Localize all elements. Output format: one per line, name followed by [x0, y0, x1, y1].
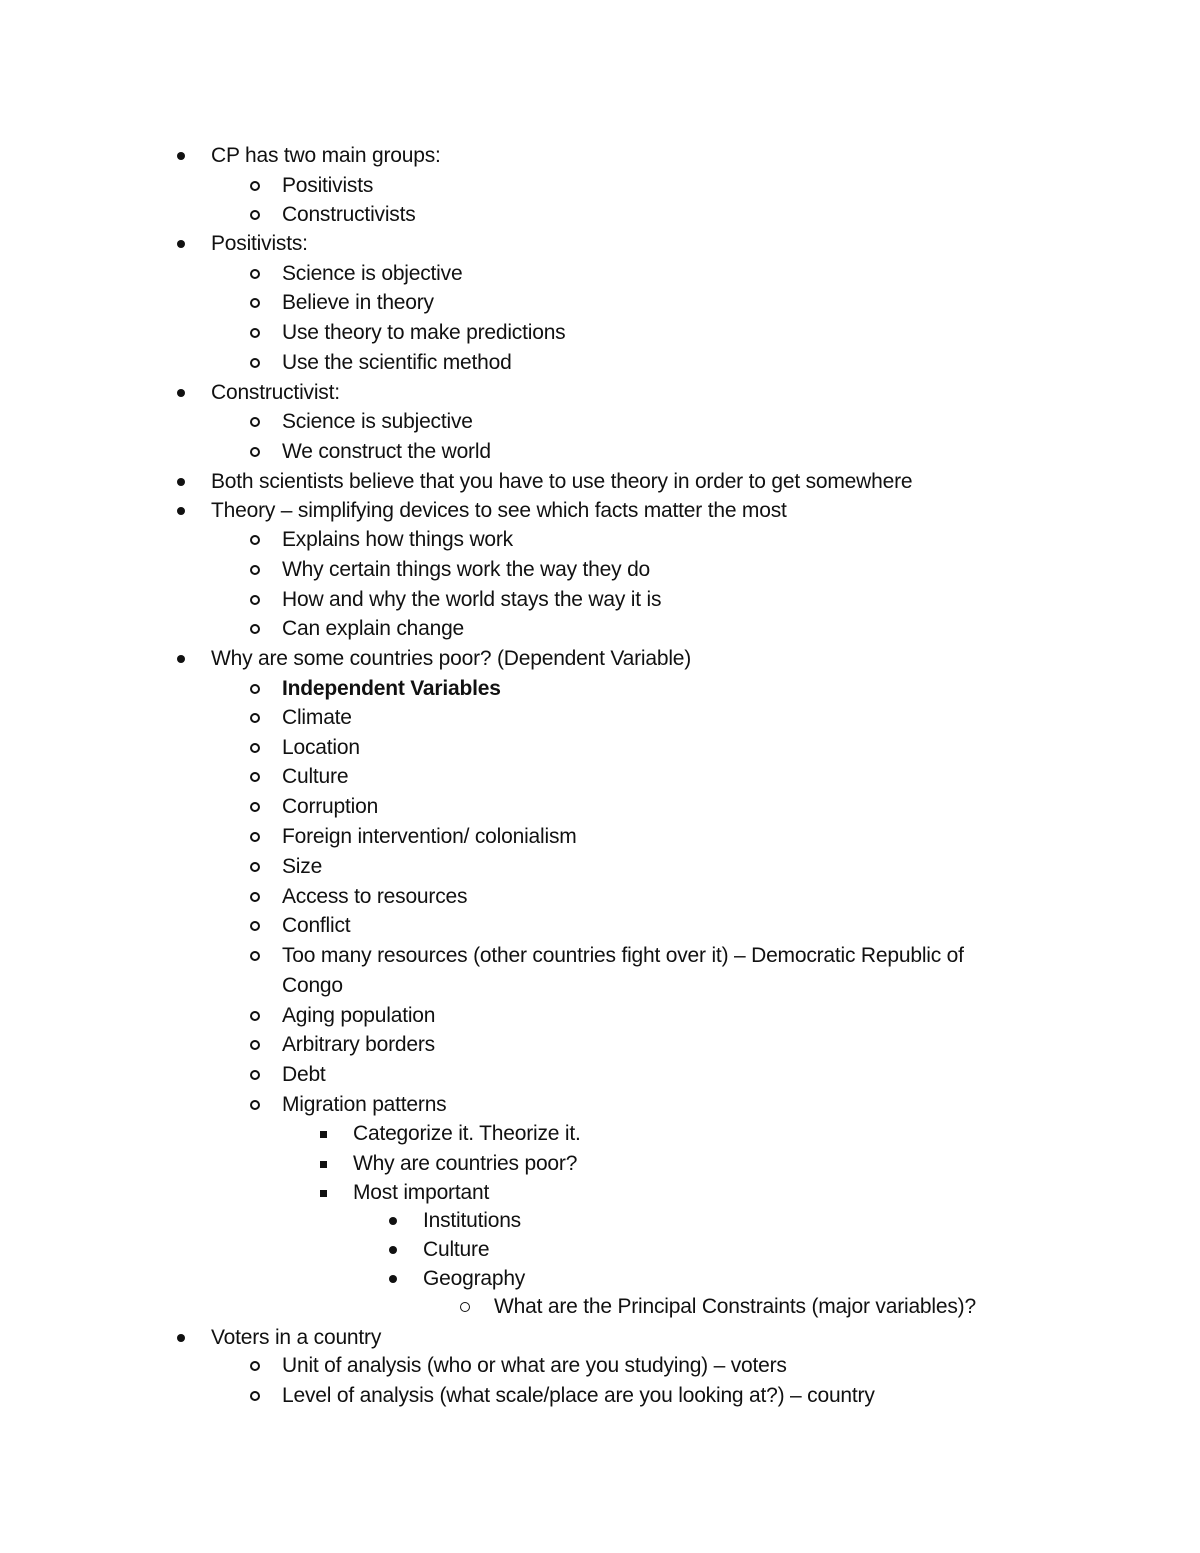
list-item: [0, 734, 1200, 762]
list-item: [0, 172, 1200, 200]
list-item-text: Explains how things work: [282, 528, 513, 551]
bullet-ring-icon: [248, 883, 262, 911]
bullet-ring-icon: [248, 556, 262, 584]
list-item-text: Migration patterns: [282, 1093, 447, 1116]
list-item-text: Access to resources: [282, 885, 468, 908]
list-item: [0, 468, 1200, 496]
list-item: [0, 793, 1200, 821]
bullet-dot-icon: [386, 1207, 400, 1235]
bullet-dot-icon: [174, 230, 188, 258]
list-item-text: Science is objective: [282, 262, 463, 285]
list-item: [0, 942, 1200, 970]
bullet-dot-icon: [174, 1324, 188, 1352]
list-item-text: Climate: [282, 706, 352, 729]
list-item: [0, 1150, 1200, 1178]
bullet-dot-icon: [174, 497, 188, 525]
list-item-text: Location: [282, 736, 360, 759]
bullet-ring-icon: [248, 912, 262, 940]
list-item-text: Constructivist:: [211, 381, 340, 404]
list-item-text: Congo: [282, 974, 343, 997]
bullet-ring-icon: [248, 586, 262, 614]
list-item-text: Believe in theory: [282, 291, 434, 314]
bullet-dot-icon: [174, 645, 188, 673]
bullet-dot-icon: [386, 1236, 400, 1264]
list-item-text: Unit of analysis (who or what are you studying) – voters: [282, 1354, 787, 1377]
bullet-square-icon: [316, 1120, 330, 1148]
list-item-text: Culture: [423, 1238, 490, 1261]
list-item: [0, 912, 1200, 940]
bullet-ring-icon: [248, 793, 262, 821]
bullet-ring-icon: [248, 763, 262, 791]
bullet-ring-icon: [248, 408, 262, 436]
list-item: [0, 1002, 1200, 1030]
list-item: [0, 1382, 1200, 1410]
list-item-text: Size: [282, 855, 323, 878]
list-item-text: Independent Variables: [282, 677, 501, 700]
bullet-square-icon: [316, 1179, 330, 1207]
list-item: [0, 853, 1200, 881]
list-item-text: Debt: [282, 1063, 326, 1086]
bullet-ring-icon: [248, 675, 262, 703]
list-item: [0, 1265, 1200, 1293]
list-item: [0, 289, 1200, 317]
list-item: [0, 497, 1200, 525]
bullet-ring-icon: [248, 319, 262, 347]
list-item-text: Categorize it. Theorize it.: [353, 1122, 581, 1145]
bullet-ring-icon: [248, 201, 262, 229]
bullet-ring-icon: [248, 260, 262, 288]
list-item: [0, 972, 1200, 1000]
list-item-text: CP has two main groups:: [211, 144, 441, 167]
list-item-text: Institutions: [423, 1209, 521, 1232]
bullet-hollow-circle-icon: [458, 1293, 472, 1321]
list-item-text: Arbitrary borders: [282, 1033, 435, 1056]
list-item: [0, 260, 1200, 288]
bullet-ring-icon: [248, 438, 262, 466]
list-item: [0, 1324, 1200, 1352]
list-item: [0, 763, 1200, 791]
list-item-text: How and why the world stays the way it is: [282, 588, 662, 611]
list-item-text: Foreign intervention/ colonialism: [282, 825, 577, 848]
list-item: [0, 1120, 1200, 1148]
bullet-ring-icon: [248, 289, 262, 317]
bullet-ring-icon: [248, 853, 262, 881]
list-item: [0, 142, 1200, 170]
list-item-text: Both scientists believe that you have to use theory in order to get somewhere: [211, 470, 913, 493]
list-item: [0, 379, 1200, 407]
list-item: [0, 201, 1200, 229]
bullet-ring-icon: [248, 734, 262, 762]
bullet-ring-icon: [248, 1382, 262, 1410]
list-item-text: We construct the world: [282, 440, 491, 463]
bullet-ring-icon: [248, 1352, 262, 1380]
list-item-text: Conflict: [282, 914, 351, 937]
bullet-ring-icon: [248, 942, 262, 970]
list-item: [0, 1179, 1200, 1207]
bullet-ring-icon: [248, 1061, 262, 1089]
bullet-ring-icon: [248, 1091, 262, 1119]
list-item-text: Positivists:: [211, 232, 308, 255]
list-item: [0, 408, 1200, 436]
list-item: [0, 1061, 1200, 1089]
list-item-text: Geography: [423, 1267, 526, 1290]
bullet-ring-icon: [248, 1031, 262, 1059]
bullet-dot-icon: [174, 379, 188, 407]
list-item-text: What are the Principal Constraints (major variables)?: [494, 1295, 976, 1318]
list-item-text: Why are some countries poor? (Dependent Variable): [211, 647, 692, 670]
list-item: [0, 349, 1200, 377]
bullet-ring-icon: [248, 172, 262, 200]
list-item: [0, 615, 1200, 643]
bullet-ring-icon: [248, 823, 262, 851]
bullet-ring-icon: [248, 1002, 262, 1030]
list-item-text: Constructivists: [282, 203, 416, 226]
bullet-ring-icon: [248, 704, 262, 732]
list-item-text: Positivists: [282, 174, 374, 197]
list-item: [0, 1091, 1200, 1119]
list-item-text: Voters in a country: [211, 1326, 382, 1349]
bullet-ring-icon: [248, 349, 262, 377]
list-item: [0, 438, 1200, 466]
list-item: [0, 823, 1200, 851]
list-item: [0, 704, 1200, 732]
list-item: [0, 1031, 1200, 1059]
bullet-dot-icon: [174, 142, 188, 170]
list-item-text: Theory – simplifying devices to see which facts matter the most: [211, 499, 787, 522]
list-item: [0, 645, 1200, 673]
list-item: [0, 526, 1200, 554]
list-item-text: Use theory to make predictions: [282, 321, 566, 344]
list-item: [0, 1293, 1200, 1321]
list-item-text: Most important: [353, 1181, 490, 1204]
list-item-text: Can explain change: [282, 617, 465, 640]
bullet-ring-icon: [248, 526, 262, 554]
list-item: [0, 230, 1200, 258]
list-item-text: Aging population: [282, 1004, 436, 1027]
bullet-dot-icon: [174, 468, 188, 496]
list-item: [0, 675, 1200, 703]
bullet-dot-icon: [386, 1265, 400, 1293]
list-item-text: Use the scientific method: [282, 351, 512, 374]
list-item-text: Science is subjective: [282, 410, 473, 433]
list-item-text: Too many resources (other countries fight over it) – Democratic Republic of: [282, 944, 964, 967]
list-item: [0, 1207, 1200, 1235]
bullet-square-icon: [316, 1150, 330, 1178]
bullet-ring-icon: [248, 615, 262, 643]
list-item-text: Why certain things work the way they do: [282, 558, 651, 581]
list-item-text: Corruption: [282, 795, 379, 818]
list-item-text: Level of analysis (what scale/place are you looking at?) – country: [282, 1384, 875, 1407]
list-item: [0, 1236, 1200, 1264]
list-item: [0, 319, 1200, 347]
list-item: [0, 1352, 1200, 1380]
list-item-text: Culture: [282, 765, 349, 788]
list-item: [0, 586, 1200, 614]
list-item: [0, 883, 1200, 911]
list-item-text: Why are countries poor?: [353, 1152, 578, 1175]
list-item: [0, 556, 1200, 584]
